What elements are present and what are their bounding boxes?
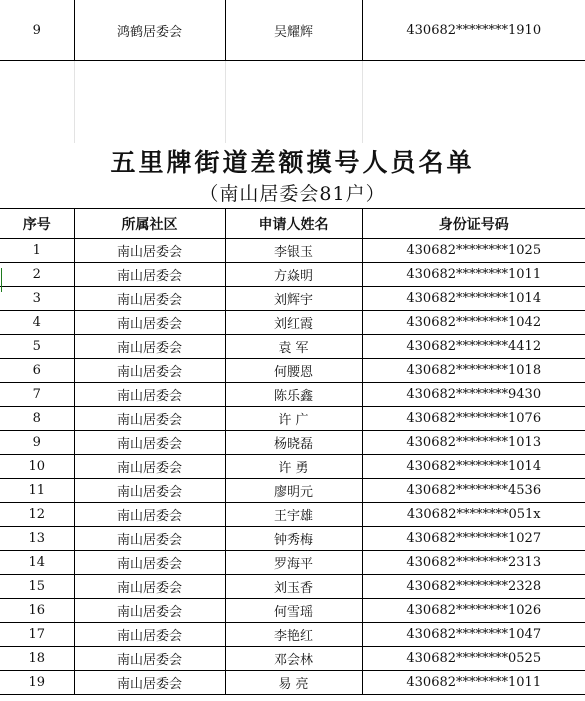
header-seq[interactable]: 序号 — [0, 209, 74, 239]
cell-name[interactable]: 许 勇 — [225, 455, 362, 479]
table-row — [0, 623, 585, 647]
cell-seq[interactable]: 16 — [0, 599, 74, 623]
table-row — [0, 551, 585, 575]
table-row — [0, 671, 585, 695]
cell-seq[interactable]: 8 — [0, 407, 74, 431]
cell-seq[interactable]: 11 — [0, 479, 74, 503]
cell-seq[interactable]: 9 — [0, 431, 74, 455]
cell-community[interactable]: 南山居委会 — [74, 335, 225, 359]
table-row — [0, 479, 585, 503]
cell-id[interactable]: 430682********1014 — [362, 287, 585, 311]
table-row-previous-section — [0, 0, 585, 61]
cell-community[interactable]: 南山居委会 — [74, 455, 225, 479]
cell-id[interactable]: 430682********1014 — [362, 455, 585, 479]
table-row — [0, 431, 585, 455]
header-name[interactable]: 申请人姓名 — [225, 209, 362, 239]
table-row — [0, 455, 585, 479]
cell-name[interactable]: 罗海平 — [225, 551, 362, 575]
table-row — [0, 647, 585, 671]
cell-community[interactable]: 南山居委会 — [74, 527, 225, 551]
cell-name[interactable]: 陈乐鑫 — [225, 383, 362, 407]
cell-seq[interactable]: 3 — [0, 287, 74, 311]
cell-seq[interactable]: 5 — [0, 335, 74, 359]
cell-name[interactable]: 钟秀梅 — [225, 527, 362, 551]
cell-seq[interactable]: 10 — [0, 455, 74, 479]
cell-id[interactable]: 430682********1910 — [362, 0, 585, 61]
cell-community[interactable]: 南山居委会 — [74, 599, 225, 623]
cell-seq[interactable]: 7 — [0, 383, 74, 407]
cell-name[interactable]: 方焱明 — [225, 263, 362, 287]
table-row — [0, 575, 585, 599]
table-row — [0, 287, 585, 311]
cell-name[interactable]: 袁 军 — [225, 335, 362, 359]
cell-community[interactable]: 南山居委会 — [74, 239, 225, 263]
cell-name[interactable]: 刘红霞 — [225, 311, 362, 335]
header-row — [0, 209, 585, 239]
cell-id[interactable]: 430682********4536 — [362, 479, 585, 503]
cell-seq[interactable]: 1 — [0, 239, 74, 263]
table-row — [0, 527, 585, 551]
cell-name[interactable]: 刘玉香 — [225, 575, 362, 599]
blank-row — [0, 61, 585, 144]
cell-id[interactable]: 430682********2328 — [362, 575, 585, 599]
cell-name[interactable]: 王宇雄 — [225, 503, 362, 527]
cell-name[interactable]: 易 亮 — [225, 671, 362, 695]
cell-community[interactable]: 南山居委会 — [74, 623, 225, 647]
cell-community[interactable]: 南山居委会 — [74, 479, 225, 503]
empty-cell[interactable] — [0, 61, 74, 144]
cell-seq[interactable]: 15 — [0, 575, 74, 599]
cell-id[interactable]: 430682********1018 — [362, 359, 585, 383]
table-row — [0, 407, 585, 431]
cell-name[interactable]: 许 广 — [225, 407, 362, 431]
cell-seq[interactable]: 6 — [0, 359, 74, 383]
table-row — [0, 359, 585, 383]
header-id[interactable]: 身份证号码 — [362, 209, 585, 239]
cell-community[interactable]: 南山居委会 — [74, 311, 225, 335]
cell-community[interactable]: 南山居委会 — [74, 647, 225, 671]
cell-community[interactable]: 南山居委会 — [74, 671, 225, 695]
table-row — [0, 239, 585, 263]
empty-cell[interactable] — [225, 61, 362, 144]
empty-cell[interactable] — [362, 61, 585, 144]
cell-community[interactable]: 南山居委会 — [74, 287, 225, 311]
cell-name[interactable]: 杨晓磊 — [225, 431, 362, 455]
cell-community[interactable]: 南山居委会 — [74, 383, 225, 407]
cell-community[interactable]: 南山居委会 — [74, 431, 225, 455]
cell-community[interactable]: 南山居委会 — [74, 551, 225, 575]
cell-seq[interactable]: 14 — [0, 551, 74, 575]
cell-id[interactable]: 430682********051x — [362, 503, 585, 527]
table-row — [0, 335, 585, 359]
table-row — [0, 599, 585, 623]
cell-name[interactable]: 何雪瑶 — [225, 599, 362, 623]
cell-community[interactable]: 南山居委会 — [74, 359, 225, 383]
cell-id[interactable]: 430682********4412 — [362, 335, 585, 359]
cell-id[interactable]: 430682********1013 — [362, 431, 585, 455]
cell-id[interactable]: 430682********1047 — [362, 623, 585, 647]
cell-id[interactable]: 430682********9430 — [362, 383, 585, 407]
cell-id[interactable]: 430682********1076 — [362, 407, 585, 431]
cell-id[interactable]: 430682********1027 — [362, 527, 585, 551]
table-row — [0, 263, 585, 287]
cell-name[interactable]: 邓会林 — [225, 647, 362, 671]
table-row — [0, 311, 585, 335]
cell-community[interactable]: 鸿鹤居委会 — [74, 0, 225, 61]
cell-name[interactable]: 吴耀辉 — [225, 0, 362, 61]
cell-id[interactable]: 430682********1025 — [362, 239, 585, 263]
table-row — [0, 383, 585, 407]
title-row — [0, 143, 585, 179]
subtitle-row — [0, 179, 585, 209]
cell-community[interactable]: 南山居委会 — [74, 407, 225, 431]
cell-selection-marker — [1, 268, 2, 292]
header-community[interactable]: 所属社区 — [74, 209, 225, 239]
cell-id[interactable]: 430682********2313 — [362, 551, 585, 575]
cell-id[interactable]: 430682********1042 — [362, 311, 585, 335]
cell-id[interactable]: 430682********1011 — [362, 263, 585, 287]
cell-community[interactable]: 南山居委会 — [74, 575, 225, 599]
empty-cell[interactable] — [74, 61, 225, 144]
cell-seq[interactable]: 19 — [0, 671, 74, 695]
cell-name[interactable]: 李艳红 — [225, 623, 362, 647]
cell-seq[interactable]: 2 — [0, 263, 74, 287]
cell-name[interactable]: 何腰恩 — [225, 359, 362, 383]
sheet-subtitle[interactable]: （南山居委会81户） — [199, 183, 386, 205]
cell-seq[interactable]: 12 — [0, 503, 74, 527]
cell-id[interactable]: 430682********0525 — [362, 647, 585, 671]
cell-seq[interactable]: 4 — [0, 311, 74, 335]
table-row — [0, 503, 585, 527]
cell-seq[interactable]: 18 — [0, 647, 74, 671]
cell-seq[interactable]: 13 — [0, 527, 74, 551]
cell-community[interactable]: 南山居委会 — [74, 503, 225, 527]
cell-name[interactable]: 刘辉宇 — [225, 287, 362, 311]
cell-id[interactable]: 430682********1011 — [362, 671, 585, 695]
sheet-title[interactable]: 五里牌街道差额摸号人员名单 — [110, 148, 475, 177]
cell-name[interactable]: 李银玉 — [225, 239, 362, 263]
cell-name[interactable]: 廖明元 — [225, 479, 362, 503]
cell-seq[interactable]: 17 — [0, 623, 74, 647]
cell-seq[interactable]: 9 — [0, 0, 74, 61]
cell-community[interactable]: 南山居委会 — [74, 263, 225, 287]
cell-id[interactable]: 430682********1026 — [362, 599, 585, 623]
